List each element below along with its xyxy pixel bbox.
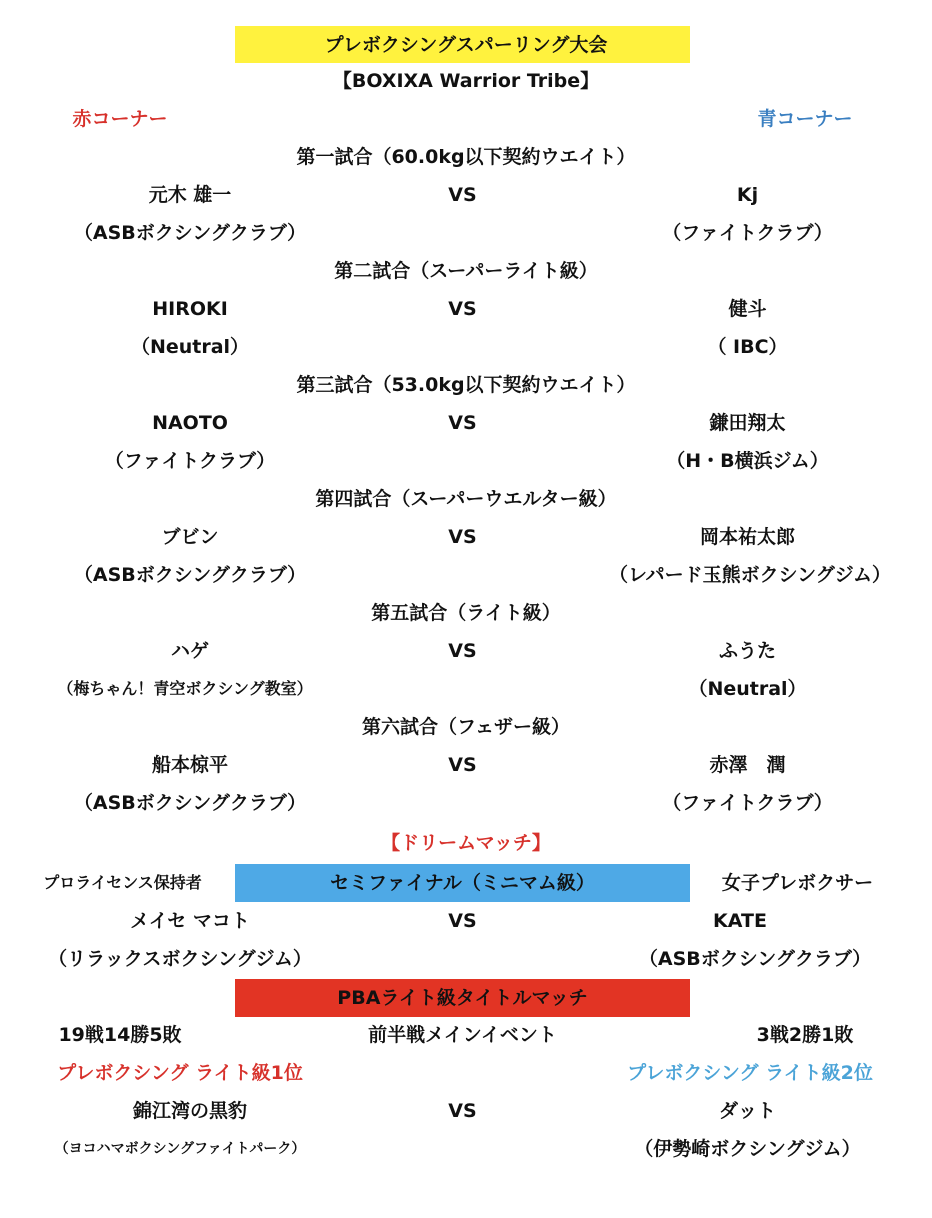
blue-corner-label: 青コーナー [757, 108, 853, 130]
main-record-row [0, 1016, 932, 1054]
blue-fighter-gym: （ファイトクラブ） [662, 792, 833, 814]
semifinal-title: セミファイナル（ミニマム級） [330, 872, 595, 894]
red-fighter-gym: （ASBボクシングクラブ） [73, 792, 307, 814]
vs-label: VS [448, 298, 477, 320]
match-gyms-row [0, 556, 932, 594]
blue-fighter-name: Kj [736, 184, 759, 206]
red-fighter-name: 元木 雄一 [148, 184, 232, 206]
match-gyms-row [0, 784, 932, 822]
red-corner-label: 赤コーナー [72, 108, 168, 130]
match-title-row [0, 366, 932, 404]
match-names-row [0, 632, 932, 670]
blue-fighter-gym: （ IBC） [707, 336, 788, 358]
vs-label: VS [448, 754, 477, 776]
match-title: 第五試合（ライト級） [371, 602, 561, 624]
match-title-row [0, 252, 932, 290]
blue-fighter-gym: （伊勢崎ボクシングジム） [634, 1138, 861, 1160]
page-title: プレボクシングスパーリング大会 [324, 34, 608, 56]
match-gyms-row [0, 214, 932, 252]
match-title-row [0, 594, 932, 632]
match-title-row [0, 138, 932, 176]
blue-fighter-name: KATE [713, 910, 767, 932]
match-gyms-row [0, 442, 932, 480]
vs-label: VS [448, 1100, 477, 1122]
match-title: 第二試合（スーパーライト級） [334, 260, 598, 282]
vs-label: VS [448, 910, 477, 932]
match-names-row [0, 404, 932, 442]
subtitle-row [0, 62, 932, 100]
red-fighter-name: HIROKI [152, 298, 228, 320]
blue-fighter-gym: （ファイトクラブ） [662, 222, 833, 244]
blue-fighter-name: 健斗 [728, 298, 767, 320]
red-fighter-name: 船本椋平 [151, 754, 228, 776]
match-title: 第六試合（フェザー級） [361, 716, 571, 738]
red-fighter-gym: （ASBボクシングクラブ） [73, 564, 307, 586]
dream-gyms-row [0, 940, 932, 978]
match-title-row [0, 708, 932, 746]
match-title-row [0, 480, 932, 518]
red-fighter-name: ブビン [161, 526, 219, 548]
blue-fighter-name: 鎌田翔太 [709, 412, 786, 434]
red-fighter-record: 19戦14勝5敗 [58, 1024, 182, 1046]
blue-fighter-gym: （ASBボクシングクラブ） [638, 948, 872, 970]
blue-fighter-gym: （Neutral） [688, 678, 807, 700]
red-fighter-note: プロライセンス保持者 [43, 873, 202, 892]
red-fighter-rank: プレボクシング ライト級1位 [57, 1062, 303, 1084]
red-fighter-gym: （ASBボクシングクラブ） [73, 222, 307, 244]
match-title: 第一試合（60.0kg以下契約ウエイト） [296, 146, 636, 168]
vs-label: VS [448, 640, 477, 662]
match-gyms-row [0, 328, 932, 366]
vs-label: VS [448, 526, 477, 548]
red-fighter-gym: （梅ちゃん！青空ボクシング教室） [57, 679, 313, 698]
red-fighter-name: 錦江湾の黒豹 [132, 1100, 247, 1122]
blue-fighter-rank: プレボクシング ライト級2位 [627, 1062, 873, 1084]
red-fighter-name: メイセ マコト [130, 910, 250, 932]
match-names-row [0, 518, 932, 556]
main-event-banner-title: PBAライト級タイトルマッチ [337, 987, 588, 1009]
blue-fighter-name: 赤澤 潤 [709, 754, 786, 776]
red-fighter-gym: （Neutral） [130, 336, 250, 358]
blue-fighter-note: 女子プレボクサー [721, 872, 874, 894]
match-names-row [0, 290, 932, 328]
dream-heading-row [0, 824, 932, 862]
match-title: 第四試合（スーパーウエルター級） [315, 488, 617, 510]
semifinal-row [0, 864, 932, 902]
match-gyms-row [0, 670, 932, 708]
main-event-label: 前半戦メインイベント [368, 1024, 557, 1046]
match-names-row [0, 176, 932, 214]
vs-label: VS [448, 184, 477, 206]
blue-fighter-name: 岡本祐太郎 [699, 526, 795, 548]
red-fighter-gym: （ヨコハマボクシングファイトパーク） [54, 1141, 306, 1157]
main-gyms-row [0, 1130, 932, 1168]
blue-fighter-name: ふうた [718, 640, 776, 662]
match-names-row [0, 746, 932, 784]
blue-fighter-gym: （H・B横浜ジム） [666, 450, 829, 472]
title-row [0, 24, 932, 62]
page-subtitle: 【BOXIXA Warrior Tribe】 [332, 70, 600, 92]
red-fighter-name: ハゲ [170, 640, 209, 662]
red-fighter-gym: （リラックスボクシングジム） [48, 948, 312, 970]
red-fighter-name: NAOTO [152, 412, 228, 434]
corner-row [0, 100, 932, 138]
dream-match-heading: 【ドリームマッチ】 [381, 832, 551, 854]
main-rank-row [0, 1054, 932, 1092]
blue-fighter-gym: （レパード玉熊ボクシングジム） [608, 564, 892, 586]
red-fighter-gym: （ファイトクラブ） [104, 450, 276, 472]
main-banner-row [0, 979, 932, 1017]
main-names-row [0, 1092, 932, 1130]
dream-names-row [0, 902, 932, 940]
vs-label: VS [448, 412, 477, 434]
blue-fighter-name: ダット [718, 1100, 776, 1122]
blue-fighter-record: 3戦2勝1敗 [756, 1024, 854, 1046]
match-title: 第三試合（53.0kg以下契約ウエイト） [296, 374, 636, 396]
